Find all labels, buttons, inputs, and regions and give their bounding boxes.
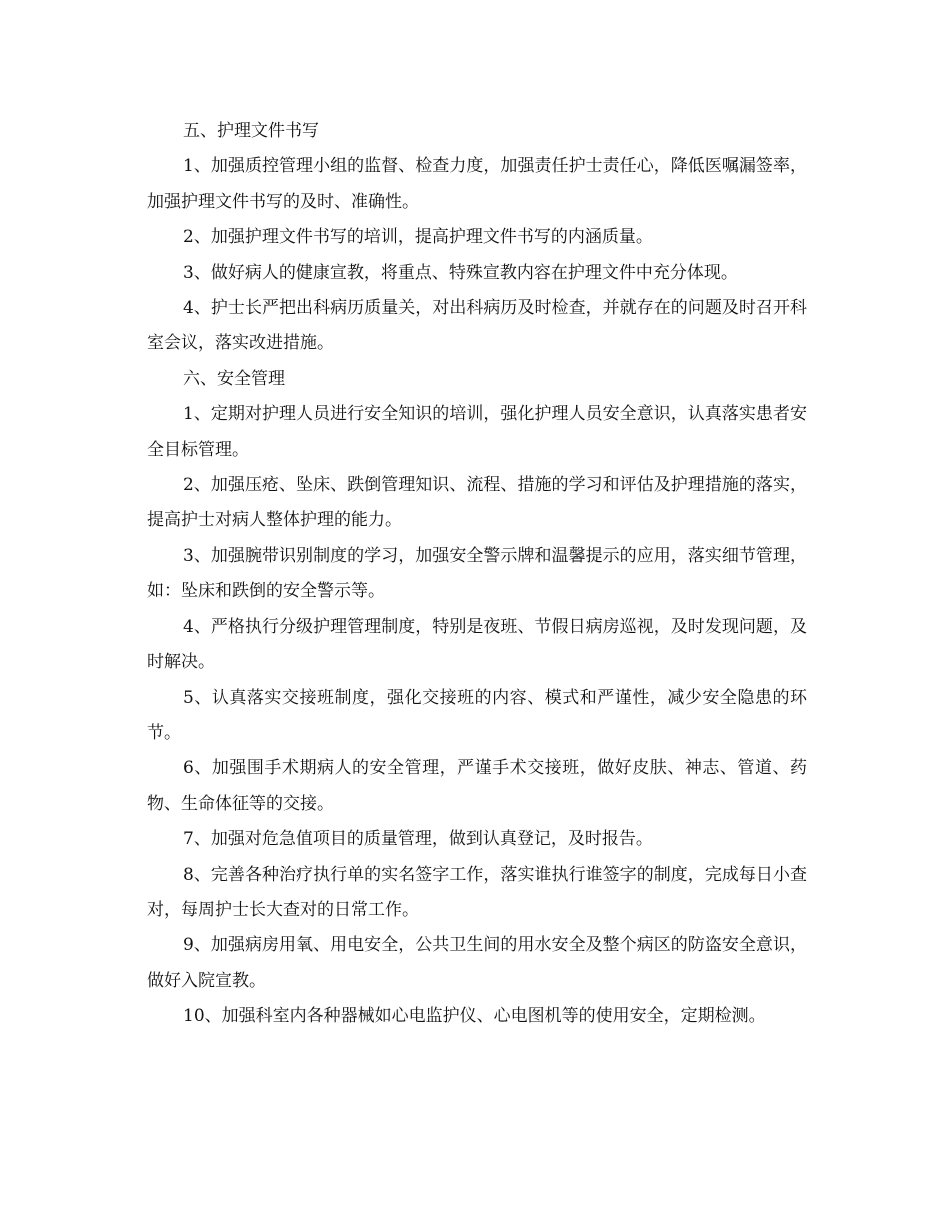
- paragraph-item: 10、加强科室内各种器械如心电监护仪、心电图机等的使用安全，定期检测。: [183, 1006, 766, 1027]
- section-heading-safety-management: 六、安全管理: [183, 368, 285, 389]
- paragraph-item: 3、加强腕带识别制度的学习，加强安全警示牌和温馨提示的应用，落实细节管理，如：坠床和跌倒的安全警示等。: [147, 545, 807, 602]
- paragraph-item: 9、加强病房用氧、用电安全，公共卫生间的用水安全及整个病区的防盗安全意识，做好入院宣教。: [147, 935, 807, 991]
- paragraph-item: 8、完善各种治疗执行单的实名签字工作，落实谁执行谁签字的制度，完成每日小查对，每周护士长大查对的日常工作。: [147, 864, 807, 920]
- paragraph-item: 2、加强护理文件书写的培训，提高护理文件书写的内涵质量。: [183, 227, 653, 248]
- paragraph-item: 5、认真落实交接班制度，强化交接班的内容、模式和严谨性，减少安全隐患的环节。: [147, 687, 807, 743]
- paragraph-item: 7、加强对危急值项目的质量管理，做到认真登记，及时报告。: [183, 829, 653, 850]
- paragraph-item: 3、做好病人的健康宣教，将重点、特殊宣教内容在护理文件中充分体现。: [183, 262, 738, 283]
- paragraph-item: 6、加强围手术期病人的安全管理，严谨手术交接班，做好皮肤、神志、管道、药物、生命体征等的交接。: [147, 758, 807, 814]
- paragraph-item: 4、护士长严把出科病历质量关，对出科病历及时检查，并就存在的问题及时召开科室会议，落实改进措施。: [147, 298, 807, 354]
- section-heading-nursing-documents: 五、护理文件书写: [183, 121, 319, 141]
- paragraph-item: 1、加强质控管理小组的监督、检查力度，加强责任护士责任心，降低医嘱漏签率，加强护理文件书写的及时、准确性。: [147, 156, 807, 212]
- paragraph-item: 2、加强压疮、坠床、跌倒管理知识、流程、措施的学习和评估及护理措施的落实，提高护士对病人整体护理的能力。: [147, 475, 807, 531]
- paragraph-item: 4、严格执行分级护理管理制度，特别是夜班、节假日病房巡视，及时发现问题，及时解决。: [147, 616, 807, 673]
- paragraph-item: 1、定期对护理人员进行安全知识的培训，强化护理人员安全意识，认真落实患者安全目标管理。: [147, 404, 807, 460]
- document-body: [147, 114, 807, 1035]
